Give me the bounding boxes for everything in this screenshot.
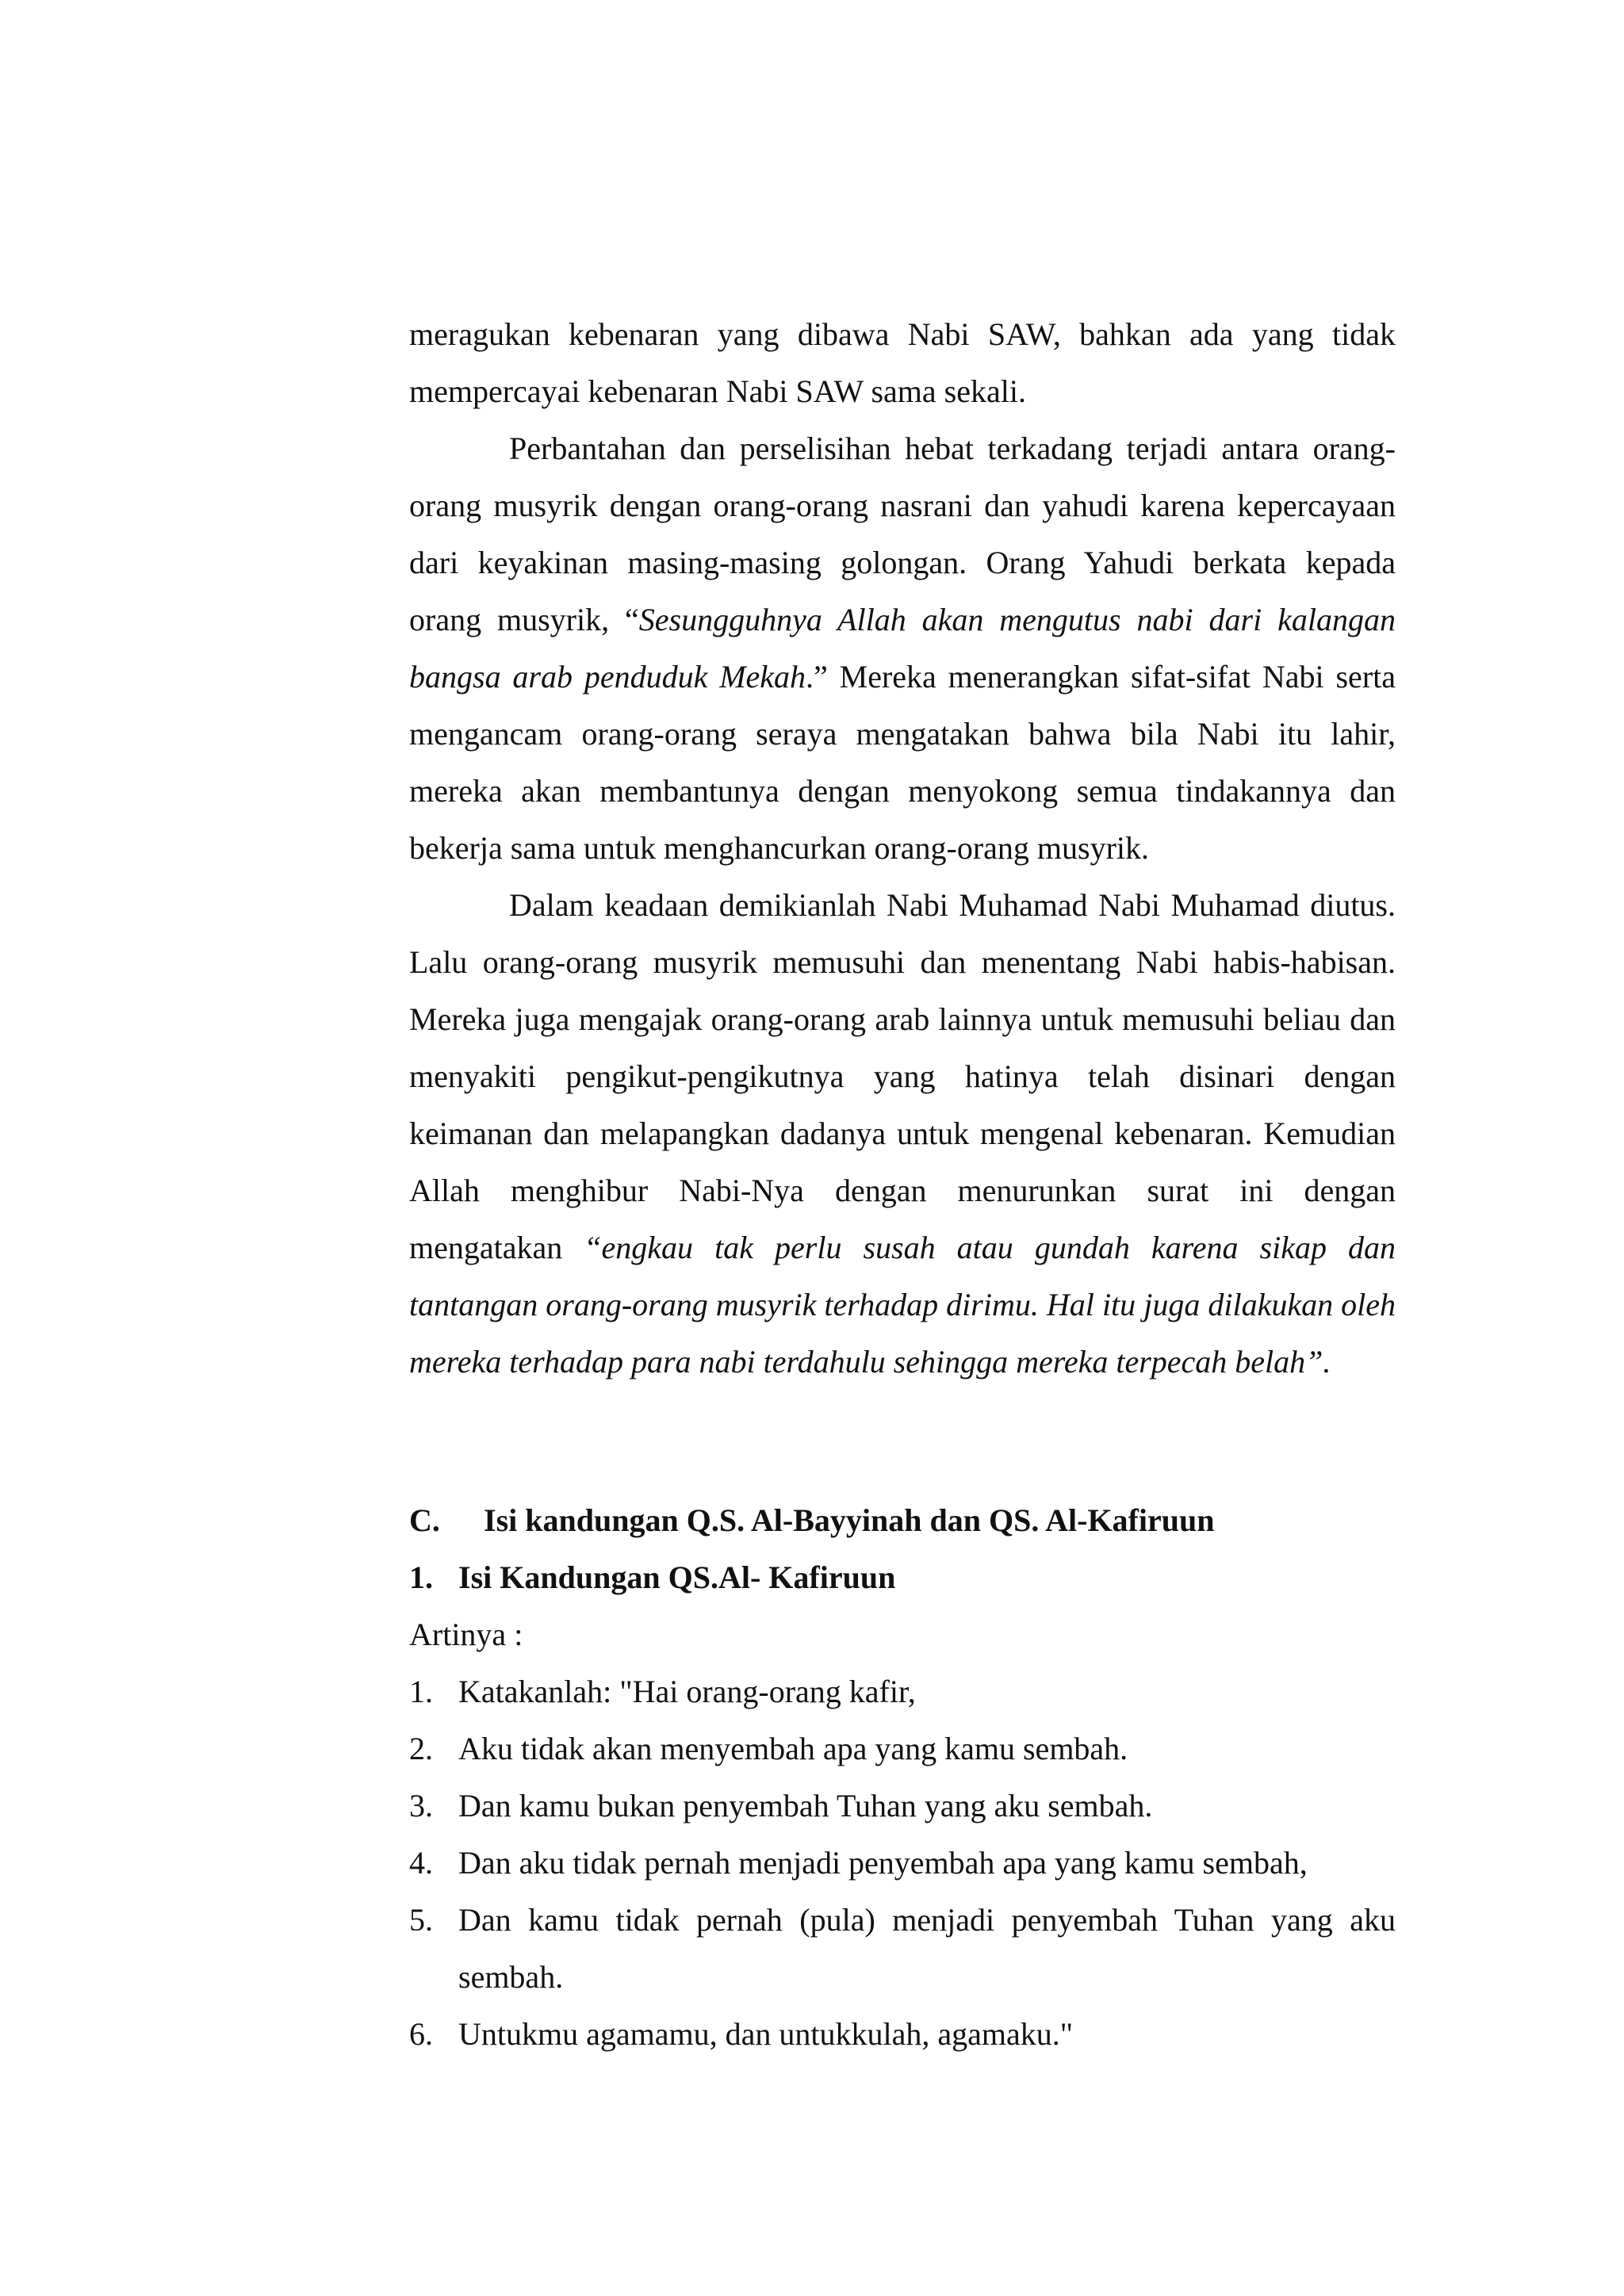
verse-text: Dan aku tidak pernah menjadi penyembah apa yang kamu sembah, (458, 1845, 1308, 1881)
verse-list (409, 1663, 1396, 2063)
body-text (409, 306, 1396, 1391)
list-item (409, 1777, 1396, 1835)
paragraph-3-part-1: Dalam keadaan demikianlah Nabi Muhamad Nabi Muhamad diutus. Lalu orang-orang musyrik memusuhi dan menentang Nabi habis-habisan. Mereka juga mengajak orang-orang arab lainnya untuk memusuhi beliau dan menyakiti pengikut-pengikutnya yang hatinya telah disinari dengan keimanan dan melapangkan dadanya untuk mengenal kebenaran. Kemudian Allah menghibur Nabi-Nya dengan menurunkan surat ini dengan mengatakan (409, 887, 1396, 1265)
subsection-number: 1. (409, 1559, 433, 1595)
section-letter: C. (409, 1502, 440, 1538)
verse-number: 4. (409, 1845, 433, 1881)
list-item (409, 1835, 1396, 1892)
verse-text: Aku tidak akan menyembah apa yang kamu sembah. (458, 1731, 1128, 1766)
list-item (409, 1663, 1396, 1720)
verse-text: Katakanlah: "Hai orang-orang kafir, (458, 1674, 916, 1709)
list-item (409, 2006, 1396, 2063)
verse-text: Untukmu agamamu, dan untukkulah, agamaku." (458, 2016, 1074, 2052)
paragraph-2-quote: Sesungguhnya Allah akan mengutus nabi dari kalangan bangsa arab penduduk Mekah (409, 602, 1396, 695)
subsection-title: Isi Kandungan QS.Al- Kafiruun (458, 1559, 896, 1595)
paragraph-1-text: meragukan kebenaran yang dibawa Nabi SAW, bahkan ada yang tidak mempercayai kebenaran Nabi SAW sama sekali. (409, 316, 1396, 409)
verse-number: 5. (409, 1902, 433, 1938)
paragraph-2 (409, 420, 1396, 877)
section-title: Isi kandungan Q.S. Al-Bayyinah dan QS. Al-Kafiruun (484, 1502, 1215, 1538)
paragraph-3 (409, 877, 1396, 1391)
subsection-heading-1 (409, 1549, 1440, 1606)
list-item (409, 1892, 1396, 2006)
verse-text: Dan kamu tidak pernah (pula) menjadi penyembah Tuhan yang aku sembah. (458, 1902, 1396, 1995)
paragraph-1 (409, 306, 1396, 420)
artinya-label: Artinya : (409, 1617, 523, 1652)
paragraph-3-quote: “engkau tak perlu susah atau gundah karena sikap dan tantangan orang-orang musyrik terhadap dirimu. Hal itu juga dilakukan oleh mereka terhadap para nabi terdahulu sehingga mereka terpecah belah”. (409, 1230, 1396, 1380)
list-item (409, 1720, 1396, 1777)
paragraph-2-part-1: Perbantahan dan perselisihan hebat terkadang terjadi antara orang-orang musyrik dengan orang-orang nasrani dan yahudi karena kepercayaan dari keyakinan masing-masing golongan. Orang Yahudi berkata kepada orang musyrik, “ (409, 430, 1396, 637)
verse-number: 1. (409, 1674, 433, 1709)
verse-number: 6. (409, 2016, 433, 2052)
verse-number: 3. (409, 1788, 433, 1823)
verse-number: 2. (409, 1731, 433, 1766)
paragraph-2-part-2: .” Mereka menerangkan sifat-sifat Nabi serta mengancam orang-orang seraya mengatakan bahwa bila Nabi itu lahir, mereka akan membantunya dengan menyokong semua tindakannya dan bekerja sama untuk menghancurkan orang-orang musyrik. (409, 659, 1396, 866)
section-heading-c (409, 1492, 1440, 1549)
verse-text: Dan kamu bukan penyembah Tuhan yang aku sembah. (458, 1788, 1153, 1823)
